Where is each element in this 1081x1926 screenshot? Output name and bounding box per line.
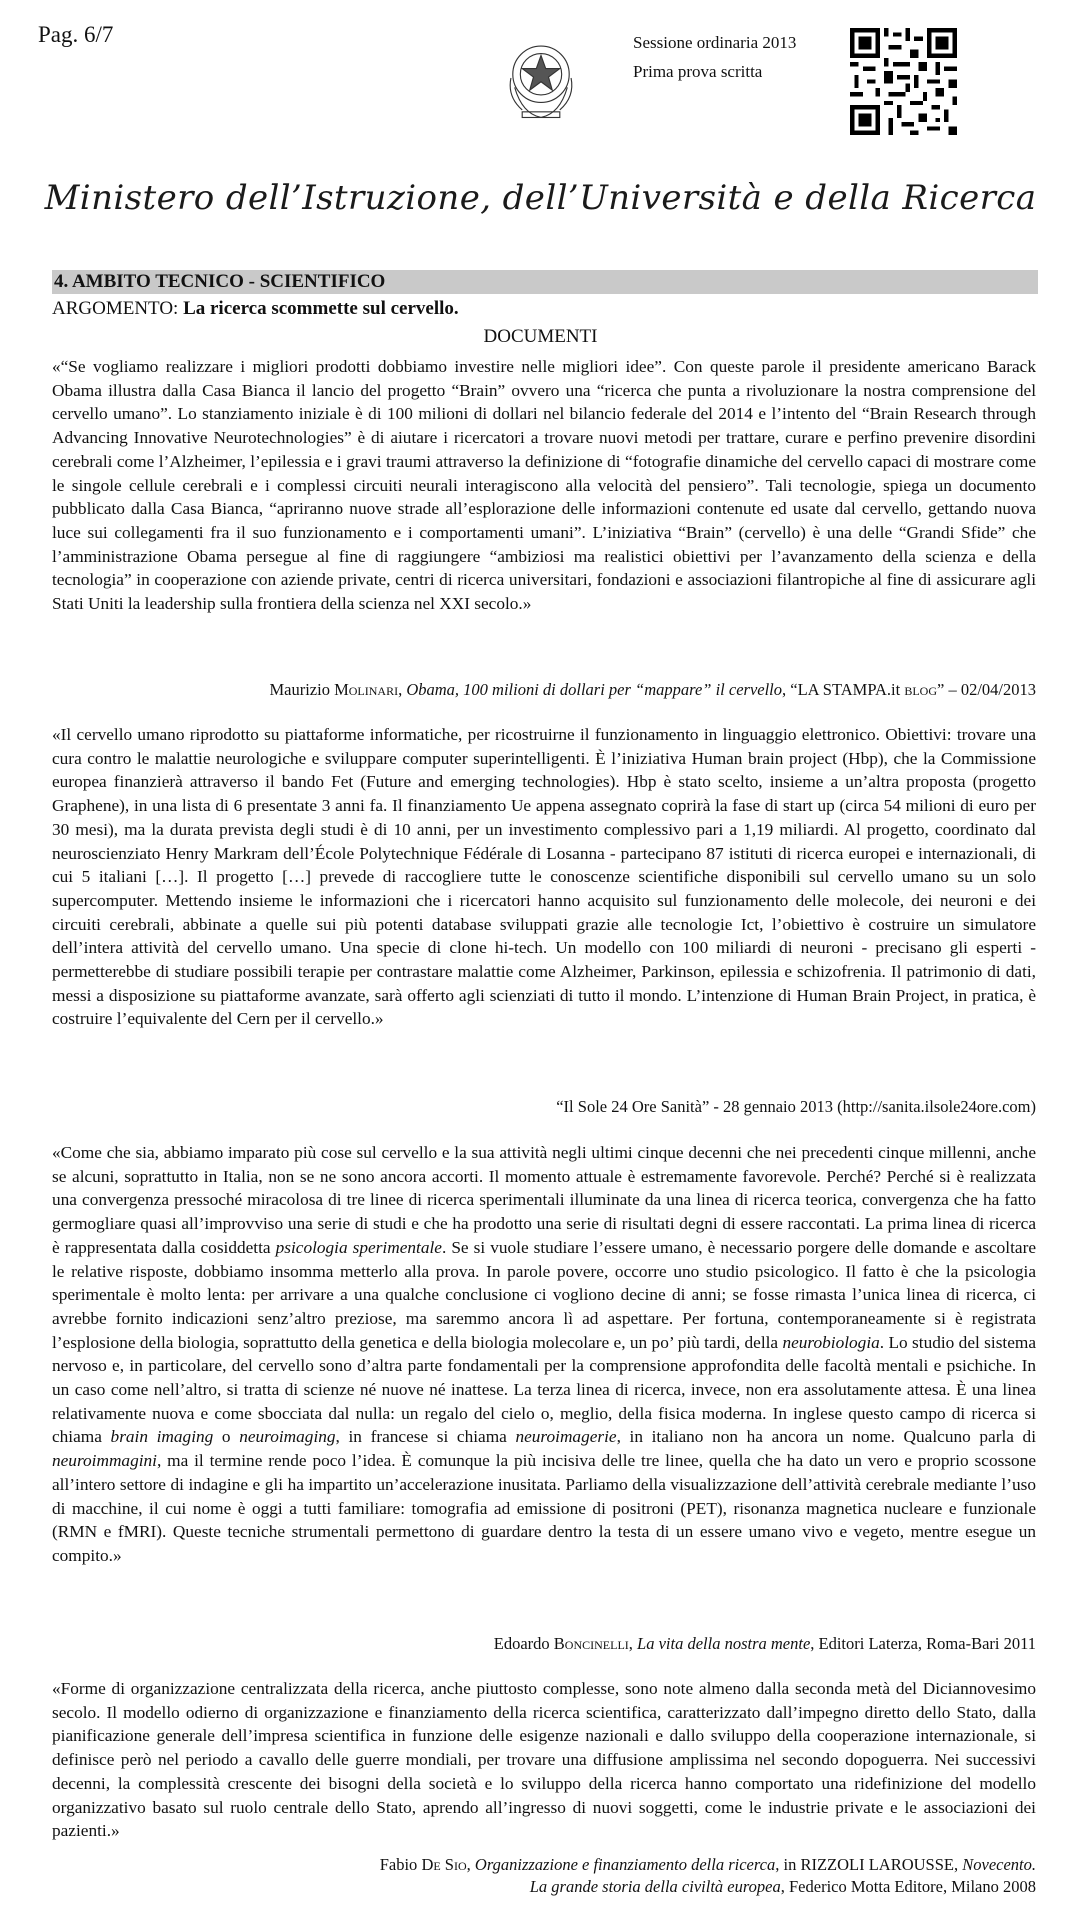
ministry-heading: Ministero dell’Istruzione, dell’Università e della Ricerca: [44, 178, 1037, 218]
argomento-text: La ricerca scommette sul cervello.: [183, 298, 459, 319]
session-line-1: Sessione ordinaria 2013: [633, 33, 797, 52]
session-line-2: Prima prova scritta: [633, 62, 763, 81]
argomento-line: [52, 298, 459, 320]
document-2-source: “Il Sole 24 Ore Sanità” - 28 gennaio 2013 (http://sanita.ilsole24ore.com): [556, 1097, 1036, 1116]
source-publication-sc: blog: [904, 680, 937, 699]
page-number: Pag. 6/7: [38, 22, 114, 47]
source-title: Obama, 100 milioni di dollari per “mappare” il cervello: [406, 680, 783, 699]
session-info: [633, 28, 796, 86]
document-2-text: «Il cervello umano riprodotto su piattaforme informatiche, per ricostruirne il funzionamento in linguaggio elettronico. Obiettivi: trovare una cura contro le malattie neurologiche e sviluppare computer superintelligenti. È l’iniziativa Human brain project (Hbp), che la Commissione europea finanzierà attraverso il bando Fet (Future and emerging technologies). Hbp è stato scelto, insieme a un’altra proposta (progetto Graphene), in una lista di 6 presentate 3 anni fa. Il finanziamento Ue appena assegnato coprirà la fase di start up (circa 54 milioni di euro per 30 mesi), ma la durata prevista degli studi è di 10 anni, per un investimento complessivo pari a 1,19 miliardi. Al progetto, coordinato dal neuroscienziato Henry Markram dell’École Polytechnique Fédérale di Losanna - partecipano 87 istituti di ricerca europei e internazionali, di cui 5 italiani […]. Il progetto […] prevede di raccogliere tutte le conoscenze scientifiche disponibili sul cervello umano su un solo supercomputer. Mettendo insieme le informazioni che i ricercatori hanno acquisito sul funzionamento delle molecole, dei neuroni e dei circuiti cerebrali, abbinate a quelle sui più potenti database sviluppati grazie alle tecnologie Ict, l’obiettivo è costruire un simulatore dell’intera attività del cervello umano. Una specie di clone hi-tech. Un modello con 100 miliardi di neuroni - precisano gli esperti - permetterebbe di studiare possibili terapie per contrastare malattie come Alzheimer, Parkinson, epilessia e schizofrenia. Il patrimonio di dati, messi a disposizione su piattaforme avanzate, sarà offerto agli scienziati di tutto il mondo. L’intenzione di Human Brain Project, in pratica, è costruire l’equivalente del Cern per il cervello.»: [52, 725, 1036, 1029]
document-4-text: «Forme di organizzazione centralizzata della ricerca, anche piuttosto complesse, sono note almeno dalla seconda metà del Diciannovesimo secolo. Il modello odierno di organizzazione e finanziamento della ricerca scientifica, caratterizzato dall’impegno diretto dello Stato, dalla pianificazione generale dell’impresa scientifica in funzione delle esigenze nazionali e dallo sviluppo della cooperazione internazionale, si definisce però nel periodo a cavallo delle guerre mondiali, per trovare una diffusione amplissima nel secondo dopoguerra. Nei successivi decenni, la complessità crescente dei bisogni della società e lo sviluppo della ricerca hanno comportato una ridefinizione del modello organizzativo basato sul ruolo centrale dello Stato, aprendo all’ingresso di nuovi soggetti, come le industrie private e le associazioni dei pazienti.»: [52, 1679, 1036, 1841]
document-1-source: Maurizio Molinari, Obama, 100 milioni di dollari per “mappare” il cervello, “LA STAMPA.it blog” – 02/04/2013: [269, 680, 1036, 699]
italian-republic-emblem-icon: [494, 30, 588, 126]
document-4-source: Fabio De Sio, Organizzazione e finanziamento della ricerca, in RIZZOLI LAROUSSE, Novecento. La grande storia della civiltà europea, Federico Motta Editore, Milano 2008: [379, 1855, 1036, 1896]
source-date: ” – 02/04/2013: [937, 680, 1036, 699]
argomento-label: ARGOMENTO:: [52, 298, 184, 319]
documenti-heading: DOCUMENTI: [483, 326, 598, 347]
document-3-source: Edoardo Boncinelli, La vita della nostra mente, Editori Laterza, Roma-Bari 2011: [493, 1634, 1036, 1653]
qr-code-icon: [850, 28, 957, 135]
source-author-last: Molinari: [334, 680, 399, 699]
document-3-text: «Come che sia, abbiamo imparato più cose sul cervello e la sua attività negli ultimi cinque decenni che nei precedenti cinque millenni, anche se alcuni, soprattutto in Italia, non se ne sono ancora accorti. Il momento attuale è estremamente favorevole. Perché? Perché si è realizzata una convergenza pressoché miracolosa di tre linee di ricerca sperimentali illuminate da una linea di ricerca teorica, convergenza che ha fatto germogliare quasi all’improvviso una serie di studi e che ha prodotto una serie di risultati degni di essere raccontati. La prima linea di ricerca è rappresentata dalla cosiddetta psicologia sperimentale. Se si vuole studiare l’essere umano, è necessario porgere delle domande e ascoltare le relative risposte, dobbiamo insomma metterlo alla prova. In parole povere, occorre uno studio psicologico. Il fatto è che la psicologia sperimentale è molto lenta: per arrivare a una qualche conclusione ci vogliono decine di anni; se fosse rimasta l’unica linea di ricerca, ci avrebbe fornito indicazioni senz’altro preziose, ma saremmo ancora lì ad aspettare. Per fortuna, contemporaneamente si è registrata l’esplosione della biologia, soprattutto della genetica e della biologia molecolare e, un po’ più tardi, della neurobiologia. Lo studio del sistema nervoso e, in particolare, del cervello sono d’altra parte fondamentali per la comprensione approfondita delle facoltà mentali e psichiche. In un caso come nell’altro, si tratta di scienze né nuove né inattese. La terza linea di ricerca, invece, non era assolutamente attesa. È una linea relativamente nuova e come sbocciata dal nulla: un regalo del cielo o, meglio, della fisica moderna. In inglese questo campo di ricerca si chiama brain imaging o neuroimaging, in francese si chiama neuroimagerie, in italiano non ha ancora un nome. Qualcuno parla di neuroimmagini, ma il termine rende poco l’idea. È comunque la più incisiva delle tre linee, quella che ha dato un vero e proprio scossone all’intero settore di indagine e gli ha impartito un’accelerazione inusitata. Parliamo della visualizzazione dell’attività cerebrale mediante l’uso di macchine, il cui nome è oggi a tutti familiare: tomografia ad emissione di positroni (PET), risonanza magnetica nucleare e funzionale (RMN e fMRI). Queste tecniche strumentali permettono di guardare dentro la testa di un essere umano vivo e vegeto, mentre esegue un compito.»: [52, 1143, 1037, 1565]
section-title: 4. AMBITO TECNICO - SCIENTIFICO: [52, 270, 1038, 294]
source-publication: “LA STAMPA.it: [790, 680, 905, 699]
document-1-text: «“Se vogliamo realizzare i migliori prodotti dobbiamo investire nelle migliori idee”. Con queste parole il presidente americano Barack Obama illustra dalla Casa Bianca il lancio del progetto “Brain” ovvero una “ricerca che punta a rivoluzionare la nostra comprensione del cervello umano”. Lo stanziamento iniziale è di 100 milioni di dollari nel bilancio federale del 2014 e l’intento del “Brain Research through Advancing Innovative Neurotechnologies” è di aiutare i ricercatori a trovare nuovi metodi per trattare, curare e perfino prevenire disordini cerebrali come l’Alzheimer, l’epilessia e i gravi traumi attraverso la definizione di “fotografie dinamiche del cervello capaci di mostrare come le singole cellule cerebrali e i complessi circuiti neurali interagiscono alla velocità del pensiero”. Tali tecnologie, spiega un documento pubblicato dalla Casa Bianca, “apriranno nuove strade all’esplorazione delle informazioni contenute ed usate dal cervello, gettando nuova luce sui collegamenti fra il suo funzionamento e i comportamenti umani”. L’iniziativa “Brain” (cervello) è una delle “Grandi Sfide” che l’amministrazione Obama persegue al fine di raggiungere “ambiziosi ma realistici obiettivi per l’avanzamento della scienza e della tecnologia” in cooperazione con aziende private, centri di ricerca universitari, fondazioni e associazioni filantropiche al fine di assicurare agli Stati Uniti la leadership sulla frontiera della scienza nel XXI secolo.»: [52, 357, 1036, 614]
source-author-first: Maurizio: [269, 680, 335, 699]
